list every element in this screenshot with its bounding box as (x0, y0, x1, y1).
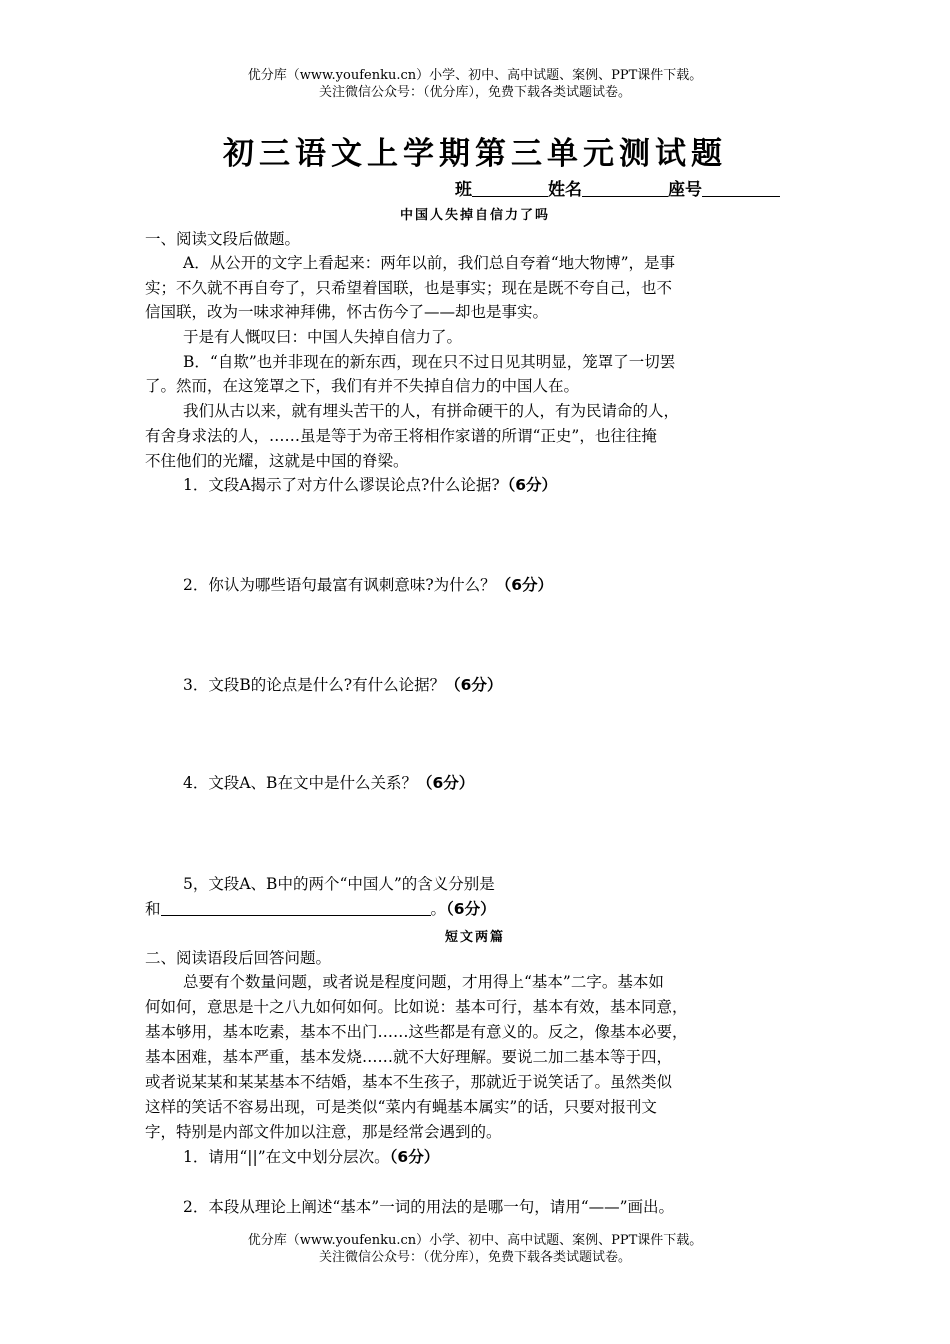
class-label: 班 (455, 180, 472, 200)
question-5-line-2 (145, 899, 496, 919)
seat-label: 座号 (668, 180, 702, 200)
section1-heading: 一、阅读文段后做题。 (145, 230, 301, 248)
section2-question-1 (183, 1147, 439, 1167)
passage-line: 于是有人慨叹曰：中国人失掉自信力了。 (183, 328, 463, 346)
question-text: 1．请用“||”在文中划分层次。 (183, 1148, 390, 1166)
passage-line: 或者说某某和某某基本不结婚，基本不生孩子，那就近于说笑话了。虽然类似 (145, 1073, 673, 1091)
passage-line: B．“自欺”也并非现在的新东西，现在只不过日见其明显，笼罩了一切罢 (183, 353, 676, 371)
question-2 (183, 575, 553, 595)
header-line-1: 优分库（www.youfenku.cn）小学、初中、高中试题、案例、PPT课件下载。 (247, 68, 703, 83)
passage-line: 信国联，改为一味求神拜佛，怀古伤今了——却也是事实。 (145, 303, 549, 321)
question-text: 2．你认为哪些语句最富有讽刺意味?为什么？ (183, 576, 496, 594)
question-5 (183, 874, 495, 894)
footer-line-1: 优分库（www.youfenku.cn）小学、初中、高中试题、案例、PPT课件下载。 (247, 1233, 703, 1248)
passage-line: 不住他们的光耀，这就是中国的脊梁。 (145, 452, 409, 470)
footer-line-2: 关注微信公众号：（优分库），免费下载各类试题试卷。 (318, 1250, 631, 1265)
q5-suffix: 。 (430, 900, 447, 918)
question-text: 1．文段A揭示了对方什么谬误论点?什么论据? (183, 476, 500, 494)
passage-line: 这样的笑话不容易出现，可是类似“菜内有蝇基本属实”的话，只要对报刊文 (145, 1098, 657, 1116)
section2-question-2: 2．本段从理论上阐述“基本”一词的用法的是哪一句，请用“——”画出。 (183, 1198, 675, 1216)
q5-answer-blank[interactable] (161, 899, 431, 916)
student-info-line (455, 175, 780, 200)
question-score: （6分） (446, 900, 496, 918)
question-4 (183, 773, 474, 793)
passage-line: 字，特别是内部文件加以注意，那是经常会遇到的。 (145, 1123, 502, 1141)
question-3 (183, 675, 502, 695)
question-score: （6分） (495, 576, 553, 594)
name-label: 姓名 (548, 180, 582, 200)
question-score: （6分） (499, 476, 557, 494)
question-score: （6分） (416, 774, 475, 792)
name-blank[interactable] (582, 180, 668, 197)
question-score: （6分） (389, 1148, 440, 1166)
section1-subtitle: 中国人失掉自信力了吗 (399, 208, 550, 223)
passage-line: 了。然而，在这笼罩之下，我们有并不失掉自信力的中国人在。 (145, 377, 580, 395)
question-text: 5，文段A、B中的两个“中国人”的含义分别是 (183, 875, 495, 893)
page-title: 初三语文上学期第三单元测试题 (223, 136, 727, 172)
passage-line: 实；不久就不再自夸了，只希望着国联，也是事实；现在是既不夸自己，也不 (145, 279, 673, 297)
passage-line: 何如何，意思是十之八九如何如何。比如说：基本可行，基本有效，基本同意， (145, 998, 688, 1016)
passage-line: 总要有个数量问题，或者说是程度问题，才用得上“基本”二字。基本如 (183, 973, 664, 991)
class-blank[interactable] (472, 180, 548, 197)
passage-line: 有舍身求法的人，……虽是等于为帝王将相作家谱的所谓“正史”，也往往掩 (145, 427, 657, 445)
seat-blank[interactable] (702, 180, 780, 197)
question-score: （6分） (445, 676, 503, 694)
top-header (0, 67, 950, 101)
header-line-2: 关注微信公众号：（优分库），免费下载各类试题试卷。 (318, 85, 631, 100)
q5-prefix: 和 (145, 900, 161, 918)
passage-line: 我们从古以来，就有埋头苦干的人，有拼命硬干的人，有为民请命的人， (183, 402, 680, 420)
bottom-footer (0, 1232, 950, 1266)
section2-subtitle: 短文两篇 (444, 930, 505, 945)
question-1 (183, 475, 557, 495)
passage-line: 基本困难，基本严重，基本发烧……就不大好理解。要说二加二基本等于四， (145, 1048, 673, 1066)
section2-heading: 二、阅读语段后回答问题。 (145, 949, 332, 967)
passage-line: A．从公开的文字上看起来：两年以前，我们总自夸着“地大物博”，是事 (183, 254, 676, 272)
passage-line: 基本够用，基本吃素，基本不出门……这些都是有意义的。反之，像基本必要， (145, 1023, 688, 1041)
question-text: 4．文段A、B在文中是什么关系？ (183, 774, 417, 792)
question-text: 3．文段B的论点是什么?有什么论据？ (183, 676, 446, 694)
